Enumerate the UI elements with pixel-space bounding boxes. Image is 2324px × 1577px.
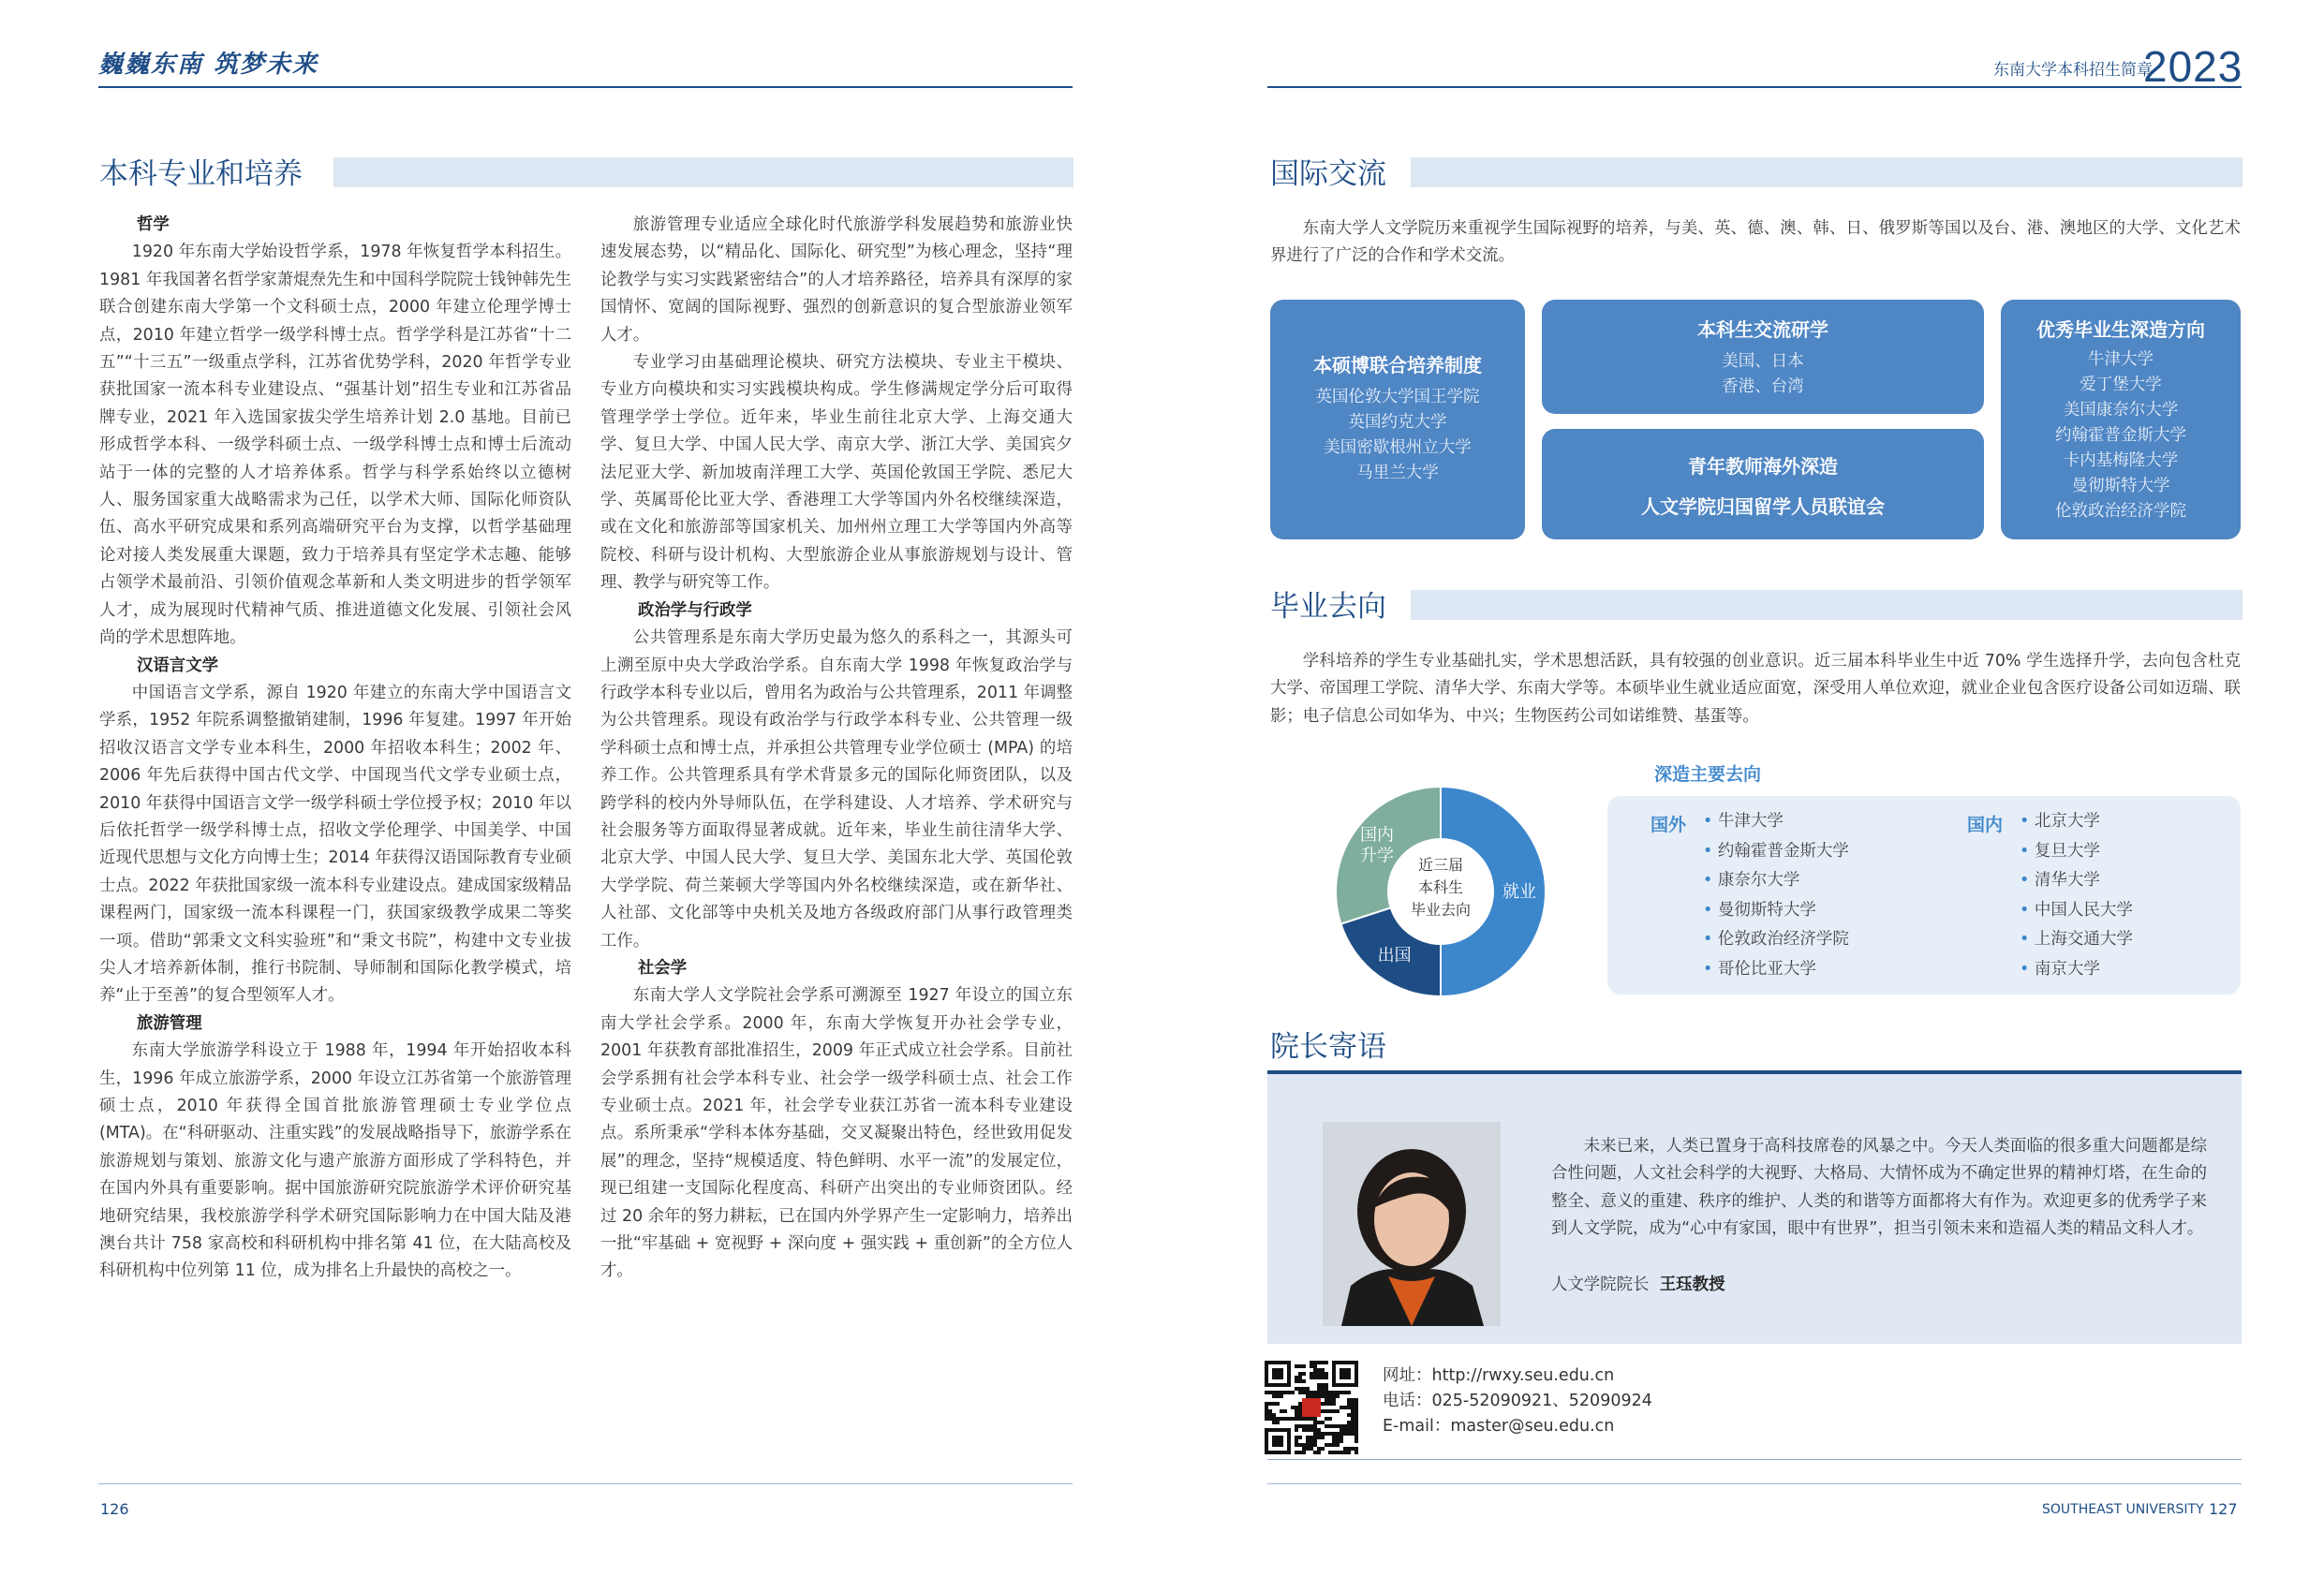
destination-item: • 上海交通大学 (2020, 925, 2133, 955)
destination-item: • 南京大学 (2020, 955, 2133, 985)
box-lines (1270, 385, 1525, 486)
subject-heading: 汉语言文学 (137, 656, 218, 675)
contact-rule (1267, 1459, 2242, 1460)
header-rule-left (98, 86, 1073, 88)
brand-year: 2023 (2143, 42, 2243, 91)
box-line: 伦敦政治经济学院 (2055, 502, 2186, 521)
intl-box-joint-training (1270, 300, 1525, 539)
donut-slice-label: 出国 (1377, 945, 1412, 965)
section-title-dean: 院长寄语 (1270, 1030, 1386, 1064)
grad-intro: 学科培养的学生专业基础扎实，学术思想活跃，具有较强的创业意识。近三届本科毕业生中近 70% 学生选择升学，去向包含杜克大学、帝国理工学院、清华大学、东南大学等。本硕毕业生就业适应面宽，深受用人单位欢迎，就业企业包含医疗设备公司如迈瑞、联影；电子信息公司如华为、中兴；生物医药公司如诺维赞、基蛋等。 (1270, 652, 2241, 726)
box-line: 卡内基梅隆大学 (2063, 451, 2179, 470)
box-line: 英国约克大学 (1348, 413, 1447, 432)
donut-center-line-2: 本科生 (1417, 878, 1464, 896)
box-title: 优秀毕业生深造方向 (2036, 318, 2205, 341)
abroad-list (1703, 807, 1849, 984)
page-number-right: 127 (2209, 1500, 2238, 1518)
box-subtitle: 人文学院归国留学人员联谊会 (1641, 495, 1885, 518)
header-rule-right (1267, 86, 2242, 88)
box-lines (1542, 349, 1984, 400)
section-bar-majors (333, 157, 1073, 187)
dean-portrait-image (1323, 1122, 1501, 1326)
domestic-list (2020, 807, 2133, 984)
qr-center-logo (1302, 1398, 1321, 1417)
contact-email[interactable]: E-mail：master@seu.edu.cn (1383, 1417, 1615, 1436)
box-line: 美国、日本 (1722, 352, 1804, 371)
intl-intro: 东南大学人文学院历来重视学生国际视野的培养，与美、英、德、澳、韩、日、俄罗斯等国以及台、港、澳地区的大学、文化艺术界进行了广泛的合作和学术交流。 (1270, 219, 2241, 266)
destination-item: • 北京大学 (2020, 807, 2133, 837)
majors-column-2 (600, 212, 1073, 1286)
qr-code (1265, 1361, 1358, 1454)
section-title-grad: 毕业去向 (1270, 590, 1386, 624)
intl-box-undergrad-exchange (1542, 300, 1984, 414)
box-title: 本硕博联合培养制度 (1313, 354, 1482, 376)
dean-name: 王珏教授 (1659, 1275, 1725, 1294)
dean-photo (1323, 1122, 1501, 1326)
donut-center-line-1: 近三届 (1417, 856, 1464, 874)
destination-item: • 约翰霍普金斯大学 (1703, 837, 1849, 867)
box-line: 约翰霍普金斯大学 (2055, 426, 2186, 445)
donut-center-line-3: 毕业去向 (1410, 901, 1472, 919)
box-line: 曼彻斯特大学 (2071, 477, 2170, 495)
box-line: 美国康奈尔大学 (2063, 401, 2179, 420)
box-line: 美国密歇根州立大学 (1324, 438, 1472, 457)
destination-item: • 中国人民大学 (2020, 896, 2133, 926)
box-line: 香港、台湾 (1722, 377, 1804, 396)
body-paragraph: 公共管理系是东南大学历史最为悠久的系科之一，其源头可上溯至原中央大学政治学系。自东南大学 1998 年恢复政治学与行政学本科专业以后，曾用名为政治与公共管理系，2011 年调整为公共管理系。现设有政治学与行政学本科专业、公共管理一级学科硕士点和博士点，并承担公共管理专业学位硕士 (MPA) 的培养工作。公共管理系具有学术背景多元的国际化师资团队，以及跨学科的校内外导师队伍，在学科建设、人才培养、学术研究与社会服务等方面取得显著成就。近年来，毕业生前往清华大学、北京大学、中国人民大学、复旦大学、美国东北大学、英国伦敦大学学院、荷兰莱顿大学等国内外名校继续深造，或在新华社、人社部、文化部等中央机关及地方各级政府部门从事行政管理类工作。 (600, 628, 1073, 951)
subject-heading: 政治学与行政学 (638, 600, 752, 620)
dean-signature (1551, 1272, 1724, 1299)
footer-rule-right (1267, 1483, 2242, 1484)
section-bar-intl (1411, 157, 2243, 187)
abroad-label: 国外 (1650, 815, 1687, 835)
body-paragraph: 东南大学人文学院社会学系可溯源至 1927 年设立的国立东南大学社会学系。2000 年，东南大学恢复开办社会学专业，2001 年获教育部批准招生，2009 年正式成立社会学系。目前社会学系拥有社会学本科专业、社会学一级学科硕士点、社会工作专业硕士点。2021 年，社会学专业获江苏省一流本科专业建设点。系所秉承“学科本体夯基础，交叉凝聚出特色，经世致用促发展”的理念，坚持“规模适度、特色鲜明、水平一流”的发展定位，现已组建一支国际化程度高、科研产出突出的专业师资团队。经过 20 余年的努力耕耘，已在国内外学界产生一定影响力，培养出一批“牢基础 + 宽视野 + 深向度 + 强实践 + 重创新”的全方位人才。 (600, 986, 1073, 1281)
majors-column-1 (99, 212, 571, 1286)
footer-rule-left (98, 1483, 1073, 1484)
destination-item: • 复旦大学 (2020, 837, 2133, 867)
section-title-intl: 国际交流 (1270, 157, 1386, 191)
box-lines (2001, 347, 2241, 524)
brand-title: 东南大学本科招生简章 (1993, 61, 2153, 80)
box-line: 英国伦敦大学国王学院 (1315, 388, 1480, 406)
subject-heading: 哲学 (137, 215, 170, 234)
footer-university: SOUTHEAST UNIVERSITY (2042, 1502, 2204, 1517)
subject-heading: 旅游管理 (137, 1013, 202, 1033)
destination-item: • 哥伦比亚大学 (1703, 955, 1849, 985)
dean-message: 未来已来，人类已置身于高科技席卷的风暴之中。今天人类面临的很多重大问题都是综合性问题，人文社会科学的大视野、大格局、大情怀成为不确定世界的精神灯塔，在生命的整全、意义的重建、秩序的维护、人类的和谐等方面都将大有作为。欢迎更多的优秀学子来到人文学院，成为“心中有家国，眼中有世界”，担当引领未来和造福人类的精品文科人才。 (1551, 1137, 2207, 1239)
contact-website[interactable]: 网址：http://rwxy.seu.edu.cn (1383, 1366, 1615, 1385)
domestic-label: 国内 (1967, 815, 2004, 835)
donut-slice-label: 国内升学 (1360, 825, 1395, 866)
dean-title: 人文学院院长 (1551, 1275, 1650, 1294)
destination-item: • 清华大学 (2020, 866, 2133, 896)
box-line: 牛津大学 (2088, 350, 2154, 369)
contact-phone: 电话：025-52090921、52090924 (1383, 1392, 1652, 1410)
box-title: 青年教师海外深造 (1688, 455, 1838, 478)
box-line: 爱丁堡大学 (2080, 376, 2162, 394)
body-paragraph: 旅游管理专业适应全球化时代旅游学科发展趋势和旅游业快速发展态势，以“精品化、国际化、研究型”为核心理念，坚持“理论教学与实习实践紧密结合”的人才培养路径，培养具有深厚的家国情怀、宽阔的国际视野、强烈的创新意识的复合型旅游业领军人才。 (600, 215, 1073, 345)
intl-box-young-faculty (1542, 429, 1984, 539)
section-title-majors: 本科专业和培养 (99, 157, 303, 191)
body-paragraph: 专业学习由基础理论模块、研究方法模块、专业主干模块、专业方向模块和实习实践模块构成。学生修满规定学分后可取得管理学学士学位。近年来，毕业生前往北京大学、上海交通大学、复旦大学、中国人民大学、南京大学、浙江大学、美国宾夕法尼亚大学、新加坡南洋理工大学、英国伦敦国王学院、悉尼大学、英属哥伦比亚大学、香港理工大学等国内外名校继续深造，或在文化和旅游部等国家机关、加州州立理工大学等国内外高等院校、科研与设计机构、大型旅游企业从事旅游规划与设计、管理、教学与研究等工作。 (600, 353, 1073, 593)
box-title: 本科生交流研学 (1697, 318, 1828, 341)
destination-item: • 曼彻斯特大学 (1703, 896, 1849, 926)
page-number-left: 126 (100, 1500, 129, 1518)
destination-donut-chart (1328, 779, 1553, 1004)
destination-item: • 牛津大学 (1703, 807, 1849, 837)
subject-heading: 社会学 (638, 958, 688, 978)
box-line: 马里兰大学 (1356, 464, 1439, 482)
slogan: 巍巍东南 筑梦未来 (98, 51, 319, 79)
destination-item: • 康奈尔大学 (1703, 866, 1849, 896)
section-bar-grad (1411, 590, 2243, 620)
destinations-title: 深造主要去向 (1654, 764, 1762, 785)
destination-item: • 伦敦政治经济学院 (1703, 925, 1849, 955)
body-paragraph: 1920 年东南大学始设哲学系，1978 年恢复哲学本科招生。1981 年我国著名哲学家萧焜焘先生和中国科学院院士钱钟韩先生联合创建东南大学第一个文科硕士点，2000 年建立伦理学博士点，2010 年建立哲学一级学科博士点。哲学学科是江苏省“十二五”“十三五”一级重点学科，江苏省优势学科，2020 年哲学专业获批国家一流本科专业建设点、“强基计划”招生专业和江苏省品牌专业，2021 年入选国家拔尖学生培养计划 2.0 基地。目前已形成哲学本科、一级学科硕士点、一级学科博士点和博士后流动站于一体的完整的人才培养体系。哲学与科学系始终以立德树人、服务国家重大战略需求为己任，以学术大师、国际化师资队伍、高水平研究成果和系列高端研究平台为支撑，以哲学基础理论对接人类发展重大课题，致力于培养具有坚定学术志趣、能够占领学术最前沿、引领价值观念革新和人类文明进步的哲学领军人才，成为展现时代精神气质、推进道德文化发展、引领社会风尚的学术思想阵地。 (99, 243, 571, 648)
intl-box-graduate-destinations (2001, 300, 2241, 539)
body-paragraph: 东南大学旅游学科设立于 1988 年，1994 年开始招收本科生，1996 年成立旅游学系，2000 年设立江苏省第一个旅游管理硕士点，2010 年获得全国首批旅游管理硕士专业学位点 (MTA)。在“科研驱动、注重实践”的发展战略指导下，旅游学系在旅游规划与策划、旅游文化与遗产旅游方面形成了学科特色，并在国内外具有重要影响。据中国旅游研究院旅游学术评价研究基地研究结果，我校旅游学科学术研究国际影响力在中国大陆及港澳台共计 758 家高校和科研机构中排名第 41 位，在大陆高校及科研机构中位列第 11 位，成为排名上升最快的高校之一。 (99, 1041, 571, 1281)
body-paragraph: 中国语言文学系，源自 1920 年建立的东南大学中国语言文学系，1952 年院系调整撤销建制，1996 年复建。1997 年开始招收汉语言文学专业本科生，2000 年招收本科生；2002 年、2006 年先后获得中国古代文学、中国现当代文学专业硕士点，2010 年获得中国语言文学一级学科硕士学位授予权；2010 年以后依托哲学一级学科博士点，招收文学伦理学、中国美学、中国近现代思想与文化方向博士生；2014 年获得汉语国际教育专业硕士点。2022 年获批国家级一流本科专业建设点。建成国家级精品课程两门，国家级一流本科课程一门，获国家级教学成果二等奖一项。借助“郭秉文文科实验班”和“秉文书院”，构建中文专业拔尖人才培养新体制，推行书院制、导师制和国际化教学模式，培养“止于至善”的复合型领军人才。 (99, 683, 571, 1006)
donut-slice-label: 就业 (1502, 882, 1536, 902)
contact-info (1383, 1363, 1652, 1439)
